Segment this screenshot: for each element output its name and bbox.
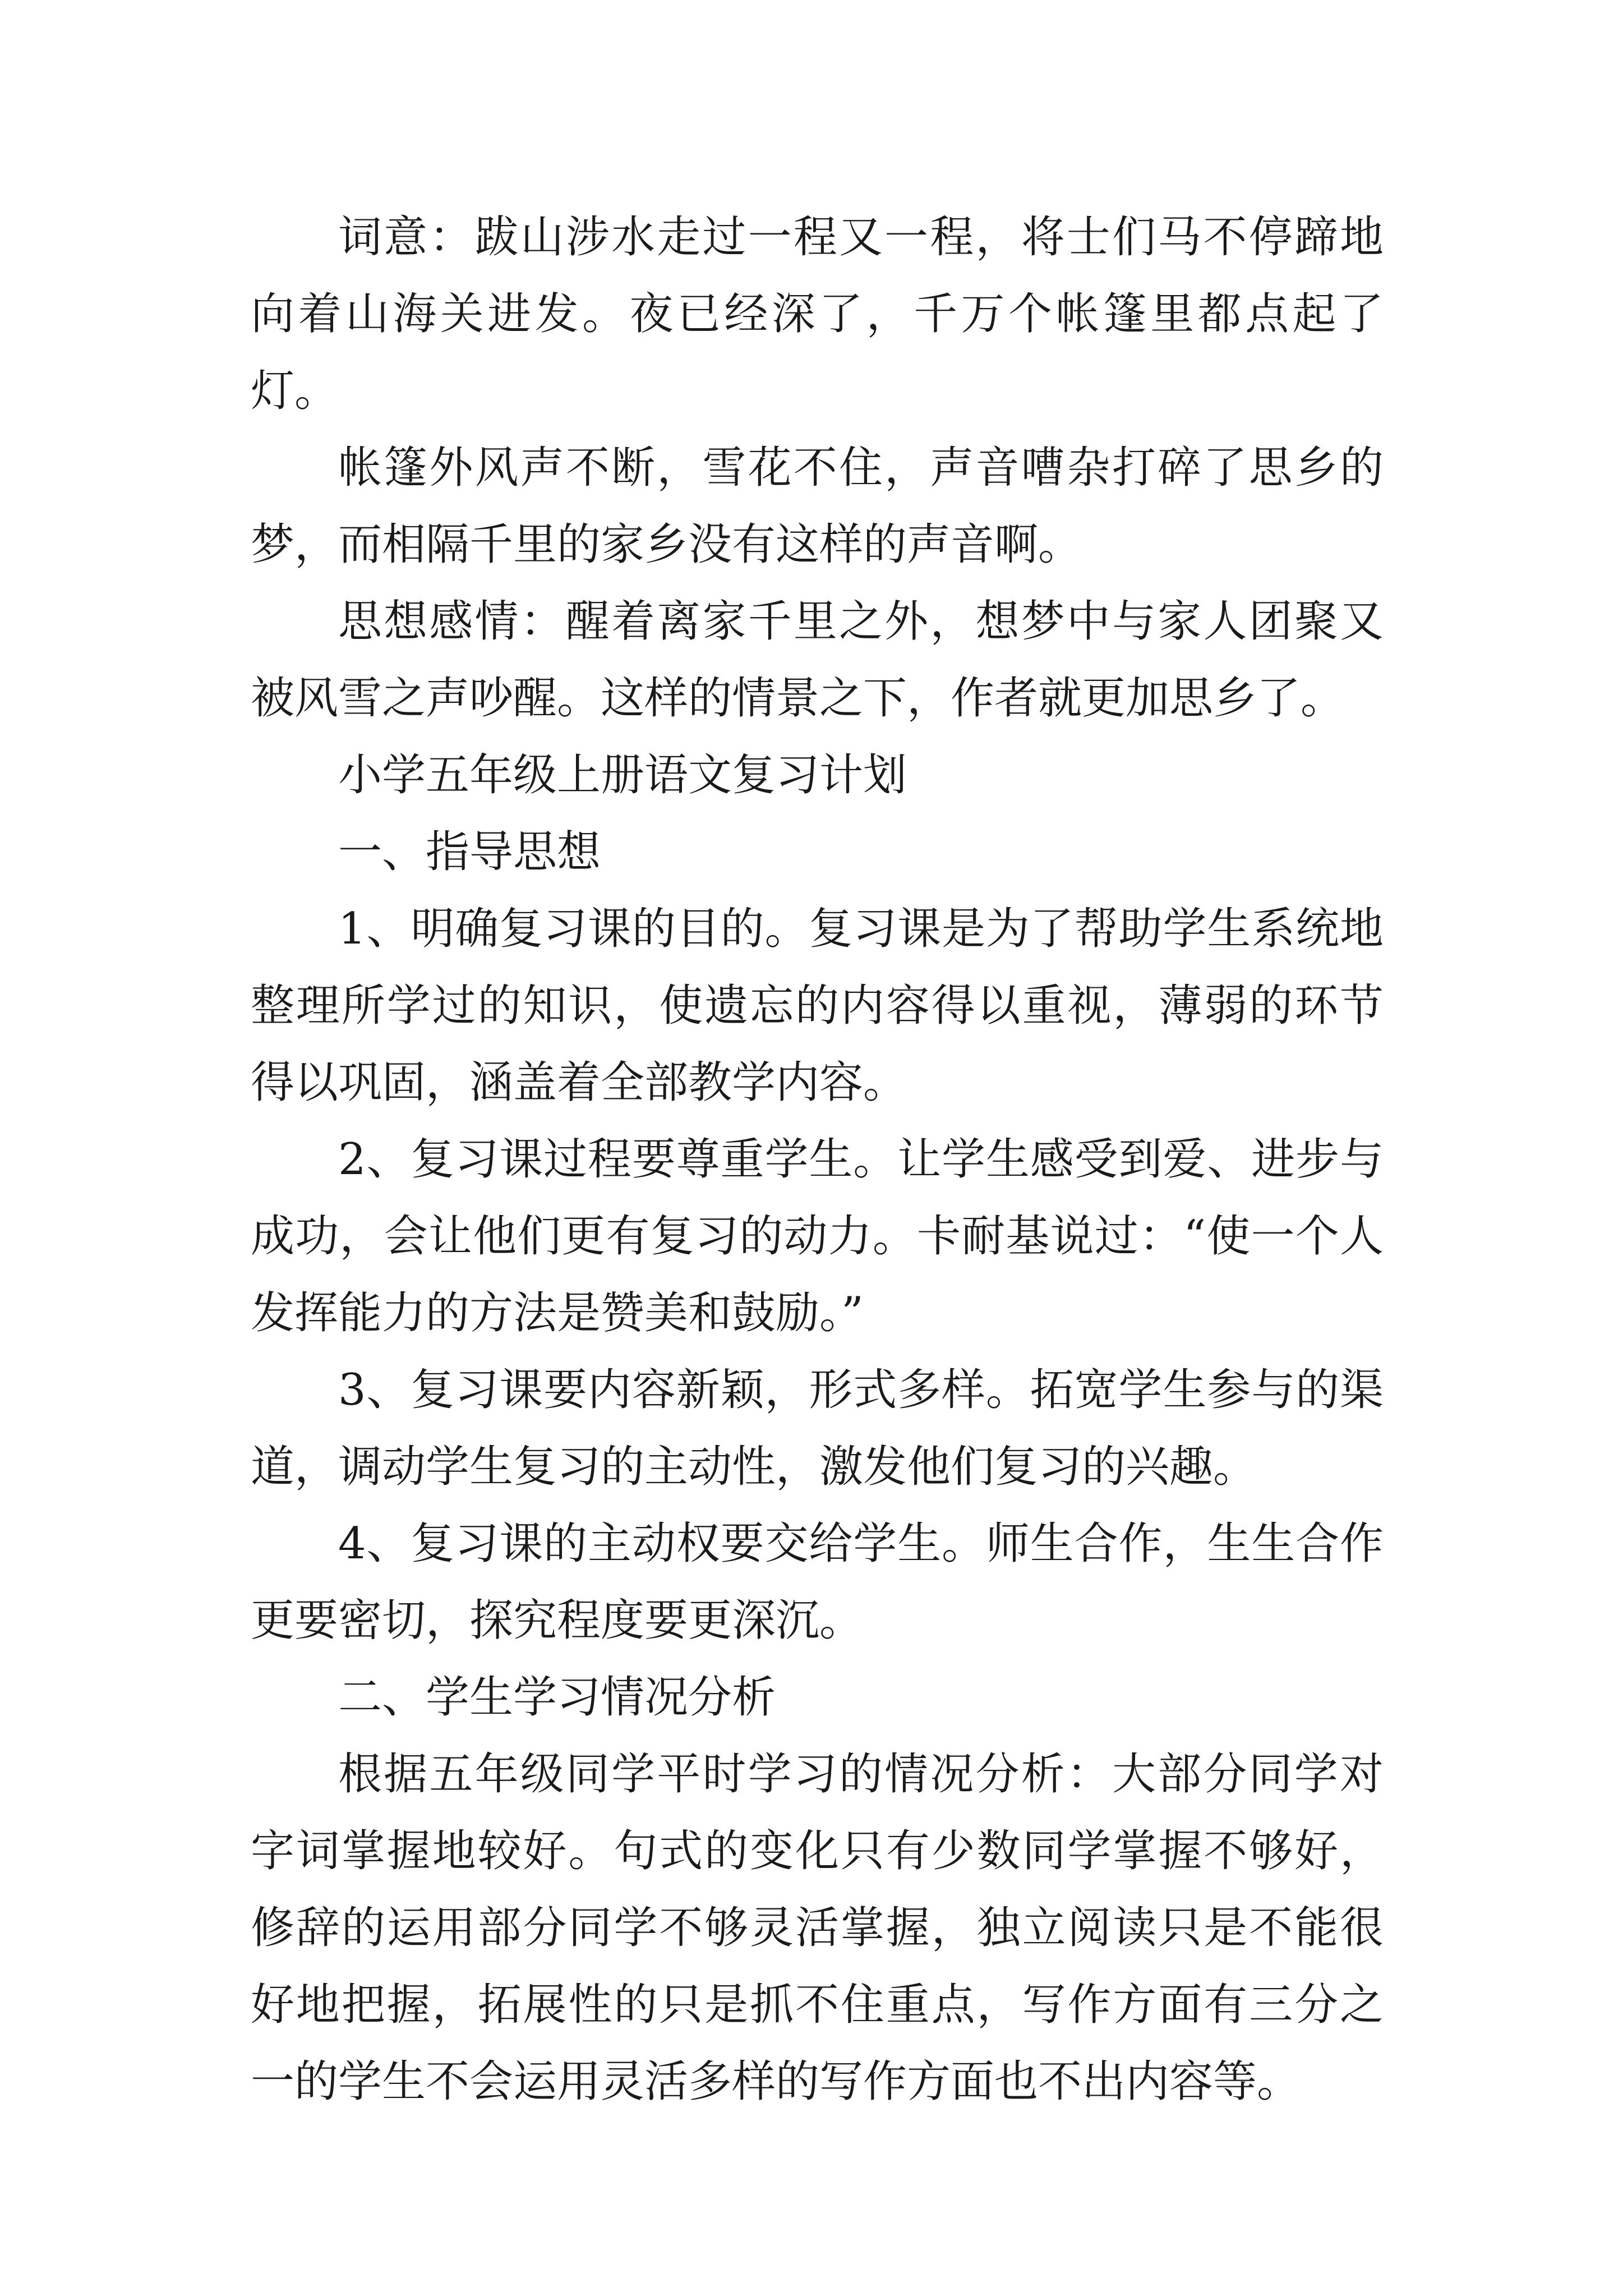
document-body	[251, 199, 1384, 2120]
section-title-review-plan: 小学五年级上册语文复习计划	[338, 750, 907, 800]
paragraph-point-1: 1、明确复习课的目的。复习课是为了帮助学生系统地整理所学过的知识，使遗忘的内容得以重视，薄弱的环节得以巩固，涵盖着全部教学内容。	[251, 904, 1384, 1108]
paragraph-analysis: 根据五年级同学平时学习的情况分析：大部分同学对字词掌握地较好。句式的变化只有少数同学掌握不够好，修辞的运用部分同学不够灵活掌握，独立阅读只是不能很好地把握，拓展性的只是抓不住重点，写作方面有三分之一的学生不会运用灵活多样的写作方面也不出内容等。	[251, 1749, 1384, 2107]
paragraph-point-4: 4、复习课的主动权要交给学生。师生合作，生生合作更要密切，探究程度要更深沉。	[251, 1519, 1384, 1646]
paragraph-word-meaning: 词意：跋山涉水走过一程又一程，将士们马不停蹄地向着山海关进发。夜已经深了，千万个帐篷里都点起了灯。	[251, 212, 1384, 416]
heading-guiding-ideology: 一、指导思想	[338, 827, 601, 877]
paragraph-tent-wind: 帐篷外风声不断，雪花不住，声音嘈杂打碎了思乡的梦，而相隔千里的家乡没有这样的声音啊。	[251, 443, 1384, 570]
heading-student-analysis: 二、学生学习情况分析	[338, 1672, 776, 1723]
paragraph-point-3: 3、复习课要内容新颖，形式多样。拓宽学生参与的渠道，调动学生复习的主动性，激发他们复习的兴趣。	[251, 1365, 1384, 1492]
paragraph-thoughts-feelings: 思想感情：醒着离家千里之外，想梦中与家人团聚又被风雪之声吵醒。这样的情景之下，作者就更加思乡了。	[251, 596, 1384, 724]
paragraph-point-2: 2、复习课过程要尊重学生。让学生感受到爱、进步与成功，会让他们更有复习的动力。卡耐基说过：“使一个人发挥能力的方法是赞美和鼓励。”	[251, 1134, 1384, 1338]
